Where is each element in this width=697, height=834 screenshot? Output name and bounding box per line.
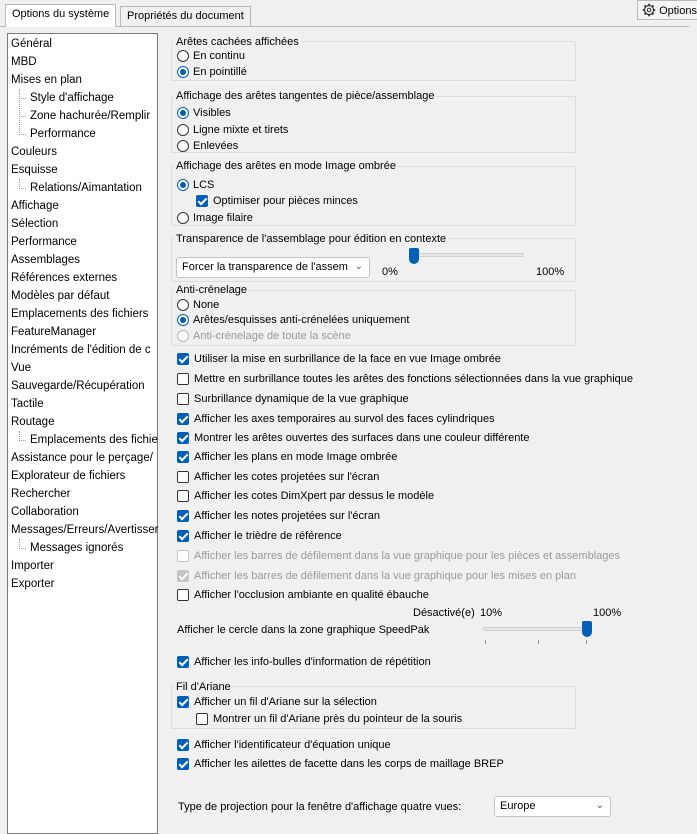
radio-button[interactable] — [177, 299, 189, 311]
chevron-down-icon: ⌄ — [595, 800, 604, 811]
checkbox[interactable] — [177, 432, 189, 444]
tree-connector — [19, 116, 26, 117]
speedpak-tick-100: 100% — [593, 607, 622, 619]
tree-item[interactable]: Affichage — [11, 197, 59, 215]
checkbox-label: Afficher les info-bulles d'information de répétition — [194, 656, 431, 668]
transparency-slider[interactable] — [409, 248, 419, 264]
checkbox-label: Afficher les ailettes de facette dans les corps de maillage BREP — [194, 758, 504, 770]
checkbox-label: Afficher un fil d'Ariane sur la sélection — [194, 696, 377, 708]
radio-button[interactable] — [177, 330, 189, 342]
tree-item[interactable]: Sélection — [11, 218, 59, 230]
radio-button[interactable] — [177, 50, 189, 62]
radio-button[interactable] — [177, 314, 189, 326]
display-option-check[interactable] — [177, 430, 529, 446]
display-option-check[interactable] — [177, 469, 379, 485]
speedpak-tick — [485, 640, 486, 644]
checkbox-label: Afficher les cotes projetées sur l'écran — [194, 471, 380, 483]
tab-system-options[interactable]: Options du système — [5, 4, 116, 27]
speedpak-tick — [538, 640, 539, 644]
tree-item[interactable]: Références externes — [11, 272, 118, 284]
checkbox[interactable] — [177, 550, 189, 562]
tree-item[interactable]: Exporter — [11, 578, 55, 590]
tree-item[interactable]: Messages/Erreurs/Avertisser — [11, 524, 159, 536]
tab-document-properties[interactable]: Propriétés du document — [120, 6, 251, 26]
transparency-track — [409, 253, 524, 257]
checkbox[interactable] — [177, 471, 189, 483]
checkbox-label: Afficher le trièdre de référence — [194, 530, 342, 542]
tree-connector — [19, 179, 20, 189]
radio-label: Anti-crénelage de toute la scène — [193, 330, 351, 342]
tree-connector — [19, 134, 26, 135]
transparency-max: 100% — [536, 266, 565, 278]
radio-continuous[interactable] — [177, 48, 245, 64]
tree-connector — [19, 431, 20, 441]
checkbox[interactable] — [196, 713, 208, 725]
tree-item[interactable]: Rechercher — [11, 488, 71, 500]
tree-item[interactable]: Performance — [30, 128, 96, 140]
radio-label: En pointillé — [193, 66, 247, 78]
tree-item[interactable]: Tactile — [11, 398, 44, 410]
radio-lcs[interactable] — [177, 177, 214, 193]
tree-connector — [19, 539, 20, 549]
checkbox-label: Afficher les axes temporaires au survol des faces cylindriques — [194, 413, 495, 425]
tree-connector — [19, 440, 26, 441]
antialias-title: Anti-crénelage — [176, 284, 247, 296]
radio-label: None — [193, 299, 220, 311]
radio-dotted[interactable] — [177, 64, 247, 80]
check-brep-fins[interactable] — [177, 756, 504, 772]
tree-item[interactable]: Explorateur de fichiers — [11, 470, 126, 482]
checkbox[interactable] — [177, 393, 189, 405]
checkbox-label: Afficher l'occlusion ambiante en qualité ébauche — [194, 589, 429, 601]
tab-strip — [0, 0, 689, 26]
radio-label: Ligne mixte et tirets — [193, 124, 289, 136]
radio-button[interactable] — [177, 66, 189, 78]
display-option-check[interactable] — [177, 528, 342, 544]
options-button[interactable] — [637, 0, 697, 20]
display-option-check[interactable] — [177, 587, 429, 603]
tree-item[interactable]: Couleurs — [11, 146, 58, 158]
checkbox-label: Afficher les barres de défilement dans la vue graphique pour les mises en plan — [194, 570, 576, 582]
transparency-title: Transparence de l'assemblage pour édition en contexte — [176, 233, 447, 245]
tree-item[interactable]: Collaboration — [11, 506, 79, 518]
select-value: Europe — [500, 800, 536, 812]
radio-button[interactable] — [177, 212, 189, 224]
options-tree[interactable] — [7, 33, 158, 834]
tree-item[interactable]: Performance — [11, 236, 77, 248]
radio-button[interactable] — [177, 179, 189, 191]
radio-button[interactable] — [177, 124, 189, 136]
radio-button[interactable] — [177, 140, 189, 152]
radio-aa-full[interactable] — [177, 328, 351, 344]
check-repeat-tooltips[interactable] — [177, 654, 431, 670]
checkbox[interactable] — [177, 656, 189, 668]
checkbox[interactable] — [177, 451, 189, 463]
tree-item[interactable]: Messages ignorés — [30, 542, 124, 554]
checkbox[interactable] — [177, 696, 189, 708]
hidden-edges-title: Arêtes cachées affichées — [176, 36, 299, 48]
checkbox-label: Afficher les cotes DimXpert par dessus le modèle — [194, 490, 435, 502]
tree-item[interactable]: Vue — [11, 362, 32, 374]
checkbox[interactable] — [177, 413, 189, 425]
projection-select[interactable] — [494, 796, 611, 817]
tree-item[interactable]: Incréments de l'édition de c — [11, 344, 151, 356]
tree-item[interactable]: Importer — [11, 560, 54, 572]
display-option-check[interactable] — [177, 568, 576, 584]
radio-label: Enlevées — [193, 140, 239, 152]
checkbox[interactable] — [177, 570, 189, 582]
check-equation-id[interactable] — [177, 737, 391, 753]
tree-item[interactable]: Emplacements des fichie — [30, 434, 158, 446]
tree-item[interactable]: Esquisse — [11, 164, 58, 176]
speedpak-slider[interactable] — [582, 621, 592, 637]
checkbox-label: Afficher les plans en mode Image ombrée — [194, 451, 398, 463]
radio-label: Visibles — [193, 107, 231, 119]
gear-icon — [642, 3, 656, 17]
check-breadcrumb-pointer[interactable] — [196, 711, 462, 727]
radio-wireframe[interactable] — [177, 210, 253, 226]
speedpak-label: Afficher le cercle dans la zone graphique SpeedPak — [177, 624, 430, 636]
radio-removed[interactable] — [177, 138, 238, 154]
check-breadcrumb-selection[interactable] — [177, 694, 377, 710]
display-option-check[interactable] — [177, 508, 380, 524]
checkbox-label: Optimiser pour pièces minces — [213, 195, 358, 207]
checkbox-label: Afficher les barres de défilement dans la vue graphique pour les pièces et assemblages — [194, 550, 620, 562]
speedpak-tick-off: Désactivé(e) — [413, 607, 475, 619]
display-option-check[interactable] — [177, 488, 434, 504]
breadcrumbs-title: Fil d'Ariane — [176, 681, 231, 693]
radio-button[interactable] — [177, 107, 189, 119]
tree-item[interactable]: MBD — [11, 56, 37, 68]
radio-label: Arêtes/esquisses anti-crénelées uniquement — [193, 314, 410, 326]
checkbox[interactable] — [177, 373, 189, 385]
checkbox[interactable] — [177, 758, 189, 770]
tree-item[interactable]: Général — [11, 38, 52, 50]
checkbox[interactable] — [177, 739, 189, 751]
shaded-edges-title: Affichage des arêtes en mode Image ombrée — [176, 160, 396, 172]
checkbox[interactable] — [177, 589, 189, 601]
tree-connector — [19, 98, 26, 99]
tree-item[interactable]: Style d'affichage — [30, 92, 114, 104]
checkbox[interactable] — [177, 510, 189, 522]
select-value: Forcer la transparence de l'assem — [182, 261, 348, 273]
radio-phantom[interactable] — [177, 122, 288, 138]
tree-connector — [19, 188, 26, 189]
speedpak-tick — [586, 640, 587, 644]
radio-visible[interactable] — [177, 105, 231, 121]
tree-item[interactable]: Relations/Aimantation — [30, 182, 142, 194]
speedpak-track — [483, 627, 592, 631]
display-option-check[interactable] — [177, 391, 409, 407]
chevron-down-icon: ⌄ — [354, 261, 363, 272]
display-option-check[interactable] — [177, 371, 633, 387]
tree-item[interactable]: Emplacements des fichiers — [11, 308, 149, 320]
tree-item[interactable]: Zone hachurée/Remplir — [30, 110, 151, 122]
tree-connector — [19, 548, 26, 549]
transparency-select[interactable] — [176, 257, 370, 278]
tree-item[interactable]: Modèles par défaut — [11, 290, 110, 302]
display-option-check[interactable] — [177, 548, 620, 564]
radio-aa-none[interactable] — [177, 297, 219, 313]
checkbox-label: Utiliser la mise en surbrillance de la face en vue Image ombrée — [194, 353, 501, 365]
tangent-edges-title: Affichage des arêtes tangentes de pièce/assemblage — [176, 90, 435, 102]
tree-item[interactable]: Assemblages — [11, 254, 81, 266]
checkbox-label: Afficher les notes projetées sur l'écran — [194, 510, 380, 522]
checkbox-label: Surbrillance dynamique de la vue graphique — [194, 393, 409, 405]
checkbox[interactable] — [177, 353, 189, 365]
tree-item[interactable]: Sauvegarde/Récupération — [11, 380, 145, 392]
check-thin-parts[interactable] — [196, 193, 358, 209]
radio-label: En continu — [193, 50, 245, 62]
checkbox[interactable] — [177, 530, 189, 542]
radio-label: LCS — [193, 179, 215, 191]
speedpak-tick-10: 10% — [480, 607, 503, 619]
checkbox-label: Afficher l'identificateur d'équation unique — [194, 739, 391, 751]
checkbox-label: Montrer un fil d'Ariane près du pointeur de la souris — [213, 713, 463, 725]
display-option-check[interactable] — [177, 449, 397, 465]
radio-aa-edges[interactable] — [177, 312, 409, 328]
checkbox[interactable] — [177, 490, 189, 502]
tree-item[interactable]: Routage — [11, 416, 55, 428]
checkbox-label: Mettre en surbrillance toutes les arêtes des fonctions sélectionnées dans la vue graphique — [194, 373, 634, 385]
checkbox[interactable] — [196, 195, 208, 207]
tree-connector — [19, 89, 20, 135]
display-option-check[interactable] — [177, 411, 495, 427]
checkbox-label: Montrer les arêtes ouvertes des surfaces dans une couleur différente — [194, 432, 530, 444]
display-option-check[interactable] — [177, 351, 501, 367]
options-label: Options — [659, 5, 697, 17]
tree-item[interactable]: Mises en plan — [11, 74, 82, 86]
tree-item[interactable]: Assistance pour le perçage/ — [11, 452, 153, 464]
radio-label: Image filaire — [193, 212, 253, 224]
transparency-min: 0% — [382, 266, 398, 278]
projection-label: Type de projection pour la fenêtre d'affichage quatre vues: — [178, 801, 462, 813]
tree-item[interactable]: FeatureManager — [11, 326, 97, 338]
